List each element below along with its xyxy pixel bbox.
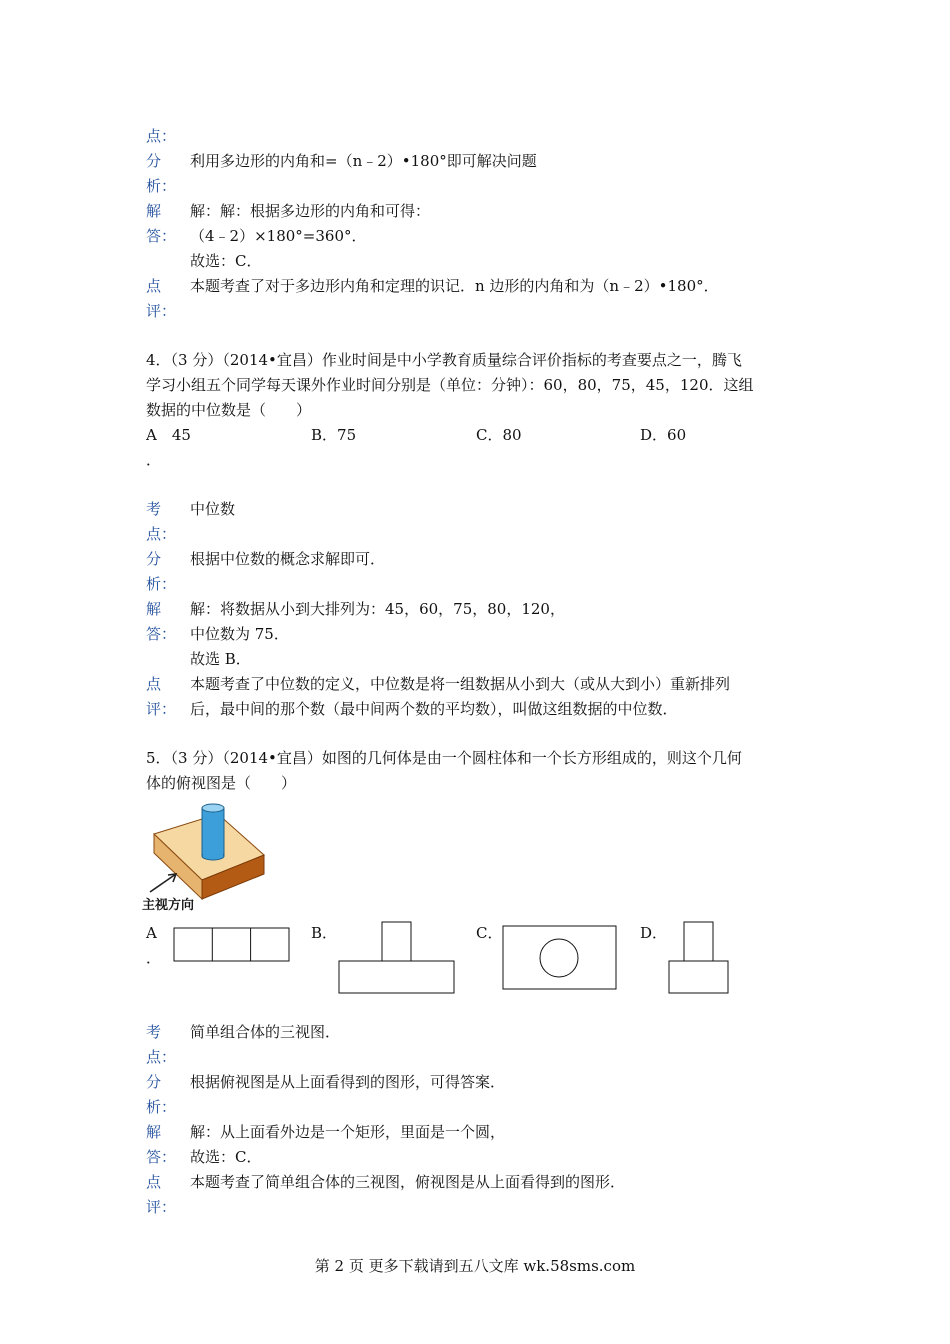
label-kaodian-tail: 点： bbox=[146, 127, 177, 145]
q5-option-a-figure[interactable] bbox=[173, 927, 293, 963]
q4-jieda-text: 解：将数据从小到大排列为：45，60，75，80，120， 中位数为 75． 故选 B． bbox=[190, 600, 565, 668]
jieda-text: 解：解：根据多边形的内角和可得： （4﹣2）×180°=360°． 故选：C． bbox=[190, 202, 431, 270]
q5-option-d[interactable]: D． bbox=[640, 924, 668, 942]
figure-caption: 主视方向 bbox=[142, 898, 195, 913]
q5-option-d-figure[interactable] bbox=[668, 921, 730, 995]
cylinder-top bbox=[202, 804, 224, 812]
q5-jieda-text: 解：从上面看外边是一个矩形，里面是一个圆， 故选：C． bbox=[190, 1123, 506, 1166]
q5-option-b[interactable]: B． bbox=[311, 924, 338, 942]
q4-label-jieda: 解 答： bbox=[146, 600, 177, 643]
q5-label-jieda: 解 答： bbox=[146, 1123, 177, 1166]
q4-label-fenxi: 分 析： bbox=[146, 550, 177, 593]
q4-option-b[interactable]: B．75 bbox=[311, 426, 357, 444]
view-arrow bbox=[150, 874, 176, 892]
q5-option-c-figure[interactable] bbox=[502, 925, 618, 991]
page-footer: 第 2 页 更多下载请到五八文库 wk.58sms.com bbox=[314, 1257, 636, 1275]
q4-option-a[interactable]: A 45 bbox=[146, 426, 191, 444]
q5-option-a-dot: ． bbox=[146, 949, 162, 967]
label-fenxi: 分 析： bbox=[146, 152, 177, 195]
q5-option-b-figure[interactable] bbox=[338, 921, 456, 995]
q5-dianping-text: 本题考查了简单组合体的三视图，俯视图是从上面看得到的图形． bbox=[190, 1173, 626, 1191]
q4-stem: 4．（3 分）（2014•宜昌）作业时间是中小学教育质量综合评价指标的考查要点之一，腾飞 学习小组五个同学每天课外作业时间分别是（单位：分钟）：60，80，75，45，120．这组 数据的中位数是（ ） bbox=[146, 351, 754, 419]
q4-dianping-text: 本题考查了中位数的定义，中位数是将一组数据从小到大（或从大到小）重新排列 后，最中间的那个数（最中间两个数的平均数），叫做这组数据的中位数． bbox=[190, 675, 731, 718]
q5-label-kaodian: 考 点： bbox=[146, 1023, 177, 1066]
fenxi-text: 利用多边形的内角和=（n﹣2）•180°即可解决问题 bbox=[190, 152, 537, 170]
q4-option-a-dot: ． bbox=[146, 451, 162, 469]
q5-stem: 5．（3 分）（2014•宜昌）如图的几何体是由一个圆柱体和一个长方形组成的，则这个几何 体的俯视图是（ ） bbox=[146, 749, 742, 792]
q4-kaodian-text: 中位数 bbox=[190, 500, 236, 518]
q5-kaodian-text: 简单组合体的三视图． bbox=[190, 1023, 341, 1041]
q4-label-kaodian: 考 点： bbox=[146, 500, 177, 543]
q5-option-c[interactable]: C． bbox=[476, 924, 503, 942]
q5-label-fenxi: 分 析： bbox=[146, 1073, 177, 1116]
q4-fenxi-text: 根据中位数的概念求解即可． bbox=[190, 550, 386, 568]
q4-label-dianping: 点 评： bbox=[146, 675, 177, 718]
dianping-text: 本题考查了对于多边形内角和定理的识记．n 边形的内角和为（n﹣2）•180°． bbox=[190, 277, 719, 295]
q4-option-c[interactable]: C．80 bbox=[476, 426, 522, 444]
label-dianping: 点 评： bbox=[146, 277, 177, 320]
q4-option-d[interactable]: D．60 bbox=[640, 426, 687, 444]
q5-option-a[interactable]: A bbox=[146, 924, 157, 942]
label-jieda: 解 答： bbox=[146, 202, 177, 245]
q5-label-dianping: 点 评： bbox=[146, 1173, 177, 1216]
q5-fenxi-text: 根据俯视图是从上面看得到的图形，可得答案． bbox=[190, 1073, 506, 1091]
